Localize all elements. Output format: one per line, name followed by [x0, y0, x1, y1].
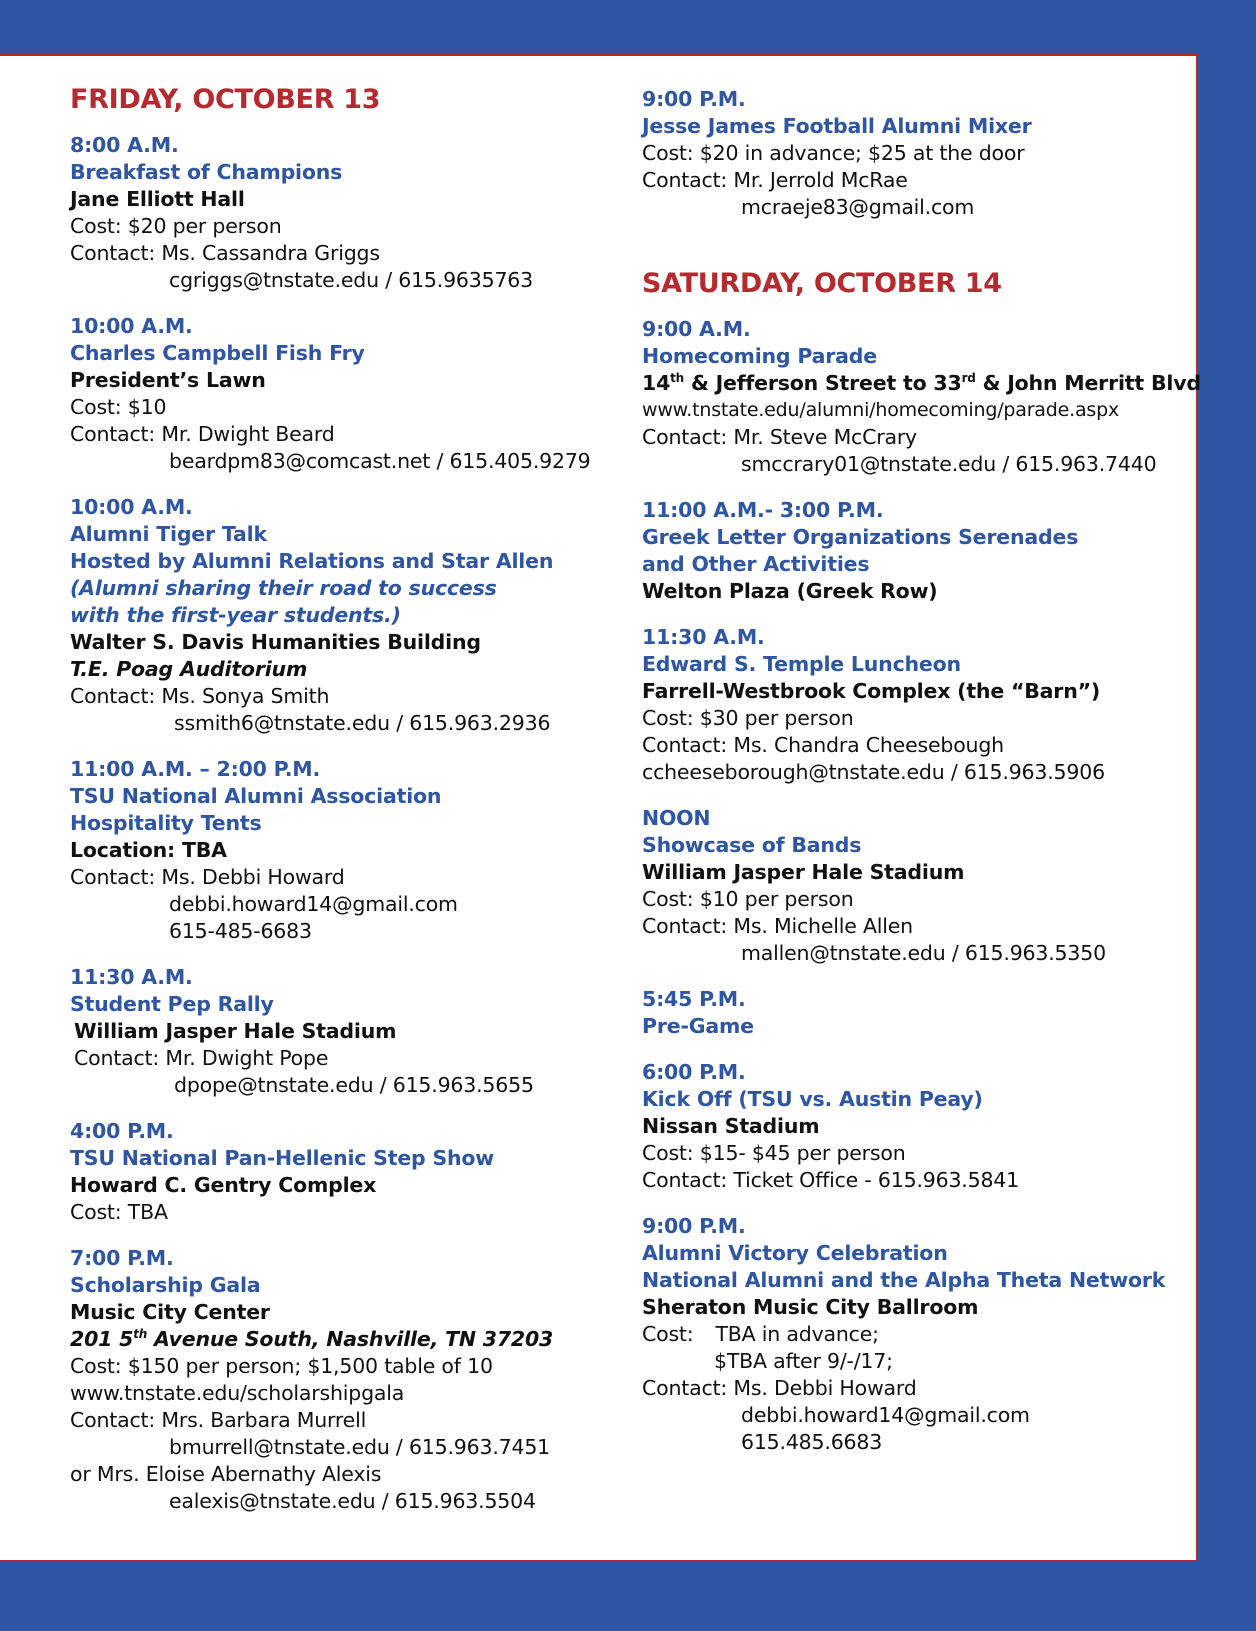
event-title: Greek Letter Organizations Serenades	[642, 525, 1079, 549]
event-contact-info: bmurrell@tnstate.edu / 615.963.7451	[169, 1435, 551, 1459]
event-title: Student Pep Rally	[70, 992, 274, 1016]
event-time: 8:00 A.M.	[70, 133, 179, 157]
event-contact-info: ccheeseborough@tnstate.edu / 615.963.5906	[642, 760, 1105, 784]
event-cost: Cost: $10 per person	[642, 887, 854, 911]
event-cost	[642, 1321, 1197, 1348]
event-contact-phone: 615.485.6683	[741, 1430, 883, 1454]
event-location: William Jasper Hale Stadium	[642, 860, 965, 884]
event-location: William Jasper Hale Stadium	[74, 1019, 397, 1043]
event-homecoming-parade	[642, 316, 1201, 478]
cost-label: Cost:	[642, 1322, 694, 1346]
event-time: 9:00 P.M.	[642, 1214, 746, 1238]
saturday-heading: SATURDAY, OCTOBER 14	[642, 268, 1002, 299]
event-greek-serenades	[642, 497, 1197, 605]
event-host: Hosted by Alumni Relations and Star Allen	[70, 549, 554, 573]
schedule-page	[0, 54, 1201, 1562]
event-title: Charles Campbell Fish Fry	[70, 341, 365, 365]
event-time: 5:45 P.M.	[642, 987, 746, 1011]
event-location: Nissan Stadium	[642, 1114, 820, 1138]
event-time: 10:00 A.M.	[70, 314, 193, 338]
address-suffix: th	[133, 1327, 148, 1342]
event-time: 10:00 A.M.	[70, 495, 193, 519]
event-location: Welton Plaza (Greek Row)	[642, 579, 938, 603]
event-cost: Cost: $150 per person; $1,500 table of 10	[70, 1354, 493, 1378]
event-contact-info: mcraeje83@gmail.com	[741, 195, 975, 219]
address-number: 201 5	[70, 1327, 134, 1351]
event-title: TSU National Pan-Hellenic Step Show	[70, 1146, 495, 1170]
event-cost: Cost: $15- $45 per person	[642, 1141, 906, 1165]
event-contact: Contact: Ms. Debbi Howard	[70, 865, 345, 889]
event-contact-info: dpope@tnstate.edu / 615.963.5655	[174, 1073, 534, 1097]
event-location: Location: TBA	[70, 838, 227, 862]
event-scholarship-gala	[70, 1245, 600, 1515]
event-title: Showcase of Bands	[642, 833, 862, 857]
event-title: Breakfast of Champions	[70, 160, 343, 184]
spacer	[642, 240, 1197, 266]
event-venue: T.E. Poag Auditorium	[70, 657, 308, 681]
event-contact-email: debbi.howard14@gmail.com	[741, 1403, 1030, 1427]
event-cost: Cost: $20 in advance; $25 at the door	[642, 141, 1025, 165]
event-location	[642, 370, 1201, 397]
event-location: Walter S. Davis Humanities Building	[70, 630, 481, 654]
friday-heading: FRIDAY, OCTOBER 13	[70, 84, 381, 115]
event-temple-luncheon	[642, 624, 1197, 786]
event-time: 6:00 P.M.	[642, 1060, 746, 1084]
event-title: Kick Off (TSU vs. Austin Peay)	[642, 1087, 983, 1111]
event-title: Alumni Victory Celebration	[642, 1241, 948, 1265]
event-contact-info: cgriggs@tnstate.edu / 615.9635763	[169, 268, 533, 292]
route-start: 14	[642, 371, 671, 395]
event-fish-fry	[70, 313, 600, 475]
event-title: Jesse James Football Alumni Mixer	[642, 114, 1032, 138]
event-location: President’s Lawn	[70, 368, 266, 392]
event-kick-off	[642, 1059, 1197, 1194]
event-location: Farrell-Westbrook Complex (the “Barn”)	[642, 679, 1101, 703]
event-title: Scholarship Gala	[70, 1273, 261, 1297]
event-title: Hospitality Tents	[70, 811, 262, 835]
event-title: Alumni Tiger Talk	[70, 522, 267, 546]
event-location: Jane Elliott Hall	[70, 187, 245, 211]
event-contact-phone: 615-485-6683	[169, 919, 312, 943]
event-contact-alt: or Mrs. Eloise Abernathy Alexis	[70, 1462, 382, 1486]
event-contact: Contact: Mr. Steve McCrary	[642, 425, 917, 449]
event-pep-rally	[70, 964, 600, 1099]
event-url[interactable]: www.tnstate.edu/scholarshipgala	[70, 1381, 405, 1405]
event-time: 11:30 A.M.	[642, 625, 765, 649]
event-contact: Contact: Mr. Dwight Beard	[70, 422, 335, 446]
event-title: Homecoming Parade	[642, 344, 877, 368]
event-contact: Contact: Ms. Debbi Howard	[642, 1376, 917, 1400]
event-location: Howard C. Gentry Complex	[70, 1173, 377, 1197]
event-url[interactable]: www.tnstate.edu/alumni/homecoming/parade.aspx	[642, 399, 1119, 421]
event-contact-info: ssmith6@tnstate.edu / 615.963.2936	[174, 711, 551, 735]
event-breakfast	[70, 132, 600, 294]
event-contact: Contact: Ms. Sonya Smith	[70, 684, 330, 708]
event-contact-info: beardpm83@comcast.net / 615.405.9279	[169, 449, 591, 473]
route-middle-suffix: rd	[961, 371, 976, 386]
event-cost: Cost: TBA	[70, 1200, 168, 1224]
event-time: 9:00 A.M.	[642, 317, 751, 341]
event-description: (Alumni sharing their road to success	[70, 576, 497, 600]
event-subtitle: National Alumni and the Alpha Theta Network	[642, 1268, 1166, 1292]
event-hospitality-tents	[70, 756, 600, 945]
event-location: Music City Center	[70, 1300, 270, 1324]
event-time: 9:00 P.M.	[642, 87, 746, 111]
event-address	[70, 1326, 600, 1353]
event-title: TSU National Alumni Association	[70, 784, 442, 808]
event-title: and Other Activities	[642, 552, 870, 576]
event-contact-alt-info: ealexis@tnstate.edu / 615.963.5504	[169, 1489, 536, 1513]
event-cost: Cost: $20 per person	[70, 214, 282, 238]
event-location: Sheraton Music City Ballroom	[642, 1295, 979, 1319]
event-victory-celebration	[642, 1213, 1197, 1456]
event-contact: Contact: Ms. Chandra Cheesebough	[642, 733, 1004, 757]
event-cost-after: $TBA after 9/-/17;	[714, 1349, 893, 1373]
event-contact-info: mallen@tnstate.edu / 615.963.5350	[741, 941, 1106, 965]
event-time: 7:00 P.M.	[70, 1246, 174, 1270]
event-contact: Contact: Mrs. Barbara Murrell	[70, 1408, 367, 1432]
event-contact-email: debbi.howard14@gmail.com	[169, 892, 458, 916]
route-start-suffix: th	[670, 371, 685, 386]
cost-advance: TBA in advance;	[715, 1322, 879, 1346]
event-showcase-of-bands	[642, 805, 1197, 967]
event-time: 11:00 A.M. – 2:00 P.M.	[70, 757, 321, 781]
event-contact: Contact: Ms. Cassandra Griggs	[70, 241, 380, 265]
route-end: & John Merritt Blvd	[975, 371, 1201, 395]
event-cost: Cost: $30 per person	[642, 706, 854, 730]
address-rest: Avenue South, Nashville, TN 37203	[147, 1327, 554, 1351]
event-contact: Contact: Ms. Michelle Allen	[642, 914, 913, 938]
event-time: 4:00 P.M.	[70, 1119, 174, 1143]
event-time: 11:00 A.M.- 3:00 P.M.	[642, 498, 884, 522]
event-pre-game	[642, 986, 1197, 1040]
event-contact-info: smccrary01@tnstate.edu / 615.963.7440	[741, 452, 1157, 476]
saturday-column	[642, 56, 1201, 1475]
event-title: Edward S. Temple Luncheon	[642, 652, 961, 676]
event-time: 11:30 A.M.	[70, 965, 193, 989]
event-contact: Contact: Ticket Office - 615.963.5841	[642, 1168, 1019, 1192]
route-middle: & Jefferson Street to 33	[684, 371, 962, 395]
event-tiger-talk	[70, 494, 600, 737]
friday-column	[70, 56, 600, 1534]
event-description: with the first-year students.)	[70, 603, 401, 627]
event-football-mixer	[642, 86, 1197, 221]
event-title: Pre-Game	[642, 1014, 754, 1038]
event-cost: Cost: $10	[70, 395, 167, 419]
event-contact: Contact: Mr. Dwight Pope	[74, 1046, 329, 1070]
event-time: NOON	[642, 806, 711, 830]
event-step-show	[70, 1118, 600, 1226]
event-contact: Contact: Mr. Jerrold McRae	[642, 168, 908, 192]
